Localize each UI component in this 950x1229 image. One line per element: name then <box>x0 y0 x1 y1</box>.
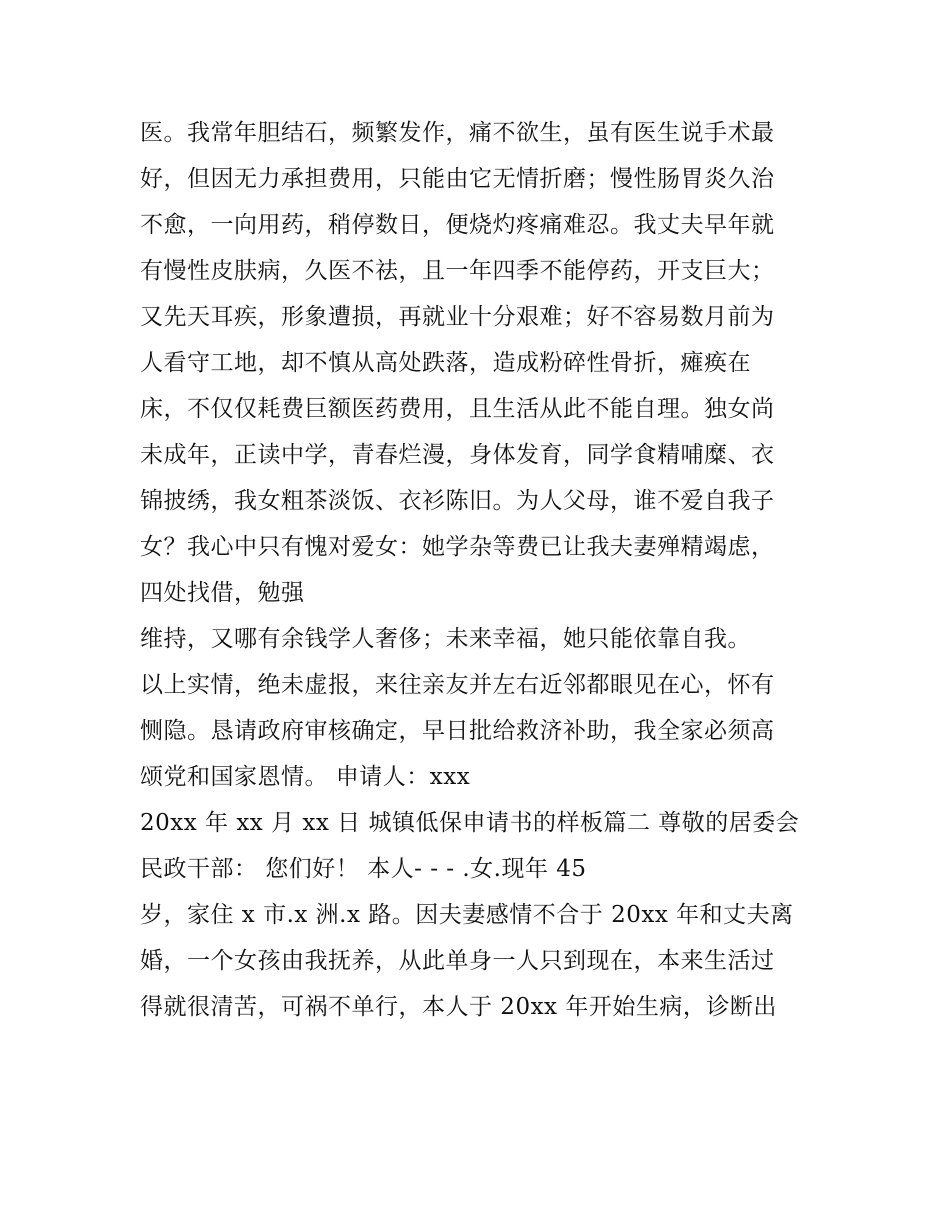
text-line: 恻隐。恳请政府审核确定，早日批给救济补助，我全家必须高 <box>140 718 775 744</box>
text-line: 民政干部： 您们好！ 本人- - - .女.现年 45 <box>140 856 587 882</box>
text-line: 20xx 年 xx 月 xx 日 城镇低保申请书的样板篇二 尊敬的居委会 <box>140 810 800 836</box>
text-line: 未成年，正读中学，青春烂漫，身体发育，同学食精哺糜、衣 <box>140 442 775 468</box>
text-line: 岁，家住 x 市.x 洲.x 路。因夫妻感情不合于 20xx 年和丈夫离 <box>140 902 794 928</box>
text-line: 又先天耳疾，形象遭损，再就业十分艰难；好不容易数月前为 <box>140 304 775 330</box>
text-line: 锦披绣，我女粗茶淡饭、衣衫陈旧。为人父母，谁不爱自我子 <box>140 488 775 514</box>
text-line: 婚，一个女孩由我抚养，从此单身一人只到现在，本来生活过 <box>140 948 775 974</box>
text-line: 好，但因无力承担费用，只能由它无情折磨；慢性肠胃炎久治 <box>140 166 775 192</box>
text-line: 女？我心中只有愧对爱女：她学杂等费已让我夫妻殚精竭虑， <box>140 534 775 560</box>
text-line: 颂党和国家恩情。 申请人：xxx <box>140 764 471 790</box>
text-line: 得就很清苦，可祸不单行，本人于 20xx 年开始生病，诊断出 <box>140 994 777 1020</box>
text-line: 维持，又哪有余钱学人奢侈；未来幸福，她只能依靠自我。 <box>140 626 751 652</box>
body-text <box>140 110 820 1030</box>
text-line: 四处找借，勉强 <box>140 580 305 606</box>
text-line: 以上实情，绝未虚报，来往亲友并左右近邻都眼见在心，怀有 <box>140 672 775 698</box>
text-line: 人看守工地，却不慎从高处跌落，造成粉碎性骨折，瘫痪在 <box>140 350 751 376</box>
text-line: 医。我常年胆结石，频繁发作，痛不欲生，虽有医生说手术最 <box>140 120 775 146</box>
text-line: 床，不仅仅耗费巨额医药费用，且生活从此不能自理。独女尚 <box>140 396 775 422</box>
text-line: 有慢性皮肤病，久医不祛，且一年四季不能停药，开支巨大； <box>140 258 775 284</box>
text-line: 不愈，一向用药，稍停数日，便烧灼疼痛难忍。我丈夫早年就 <box>140 212 775 238</box>
